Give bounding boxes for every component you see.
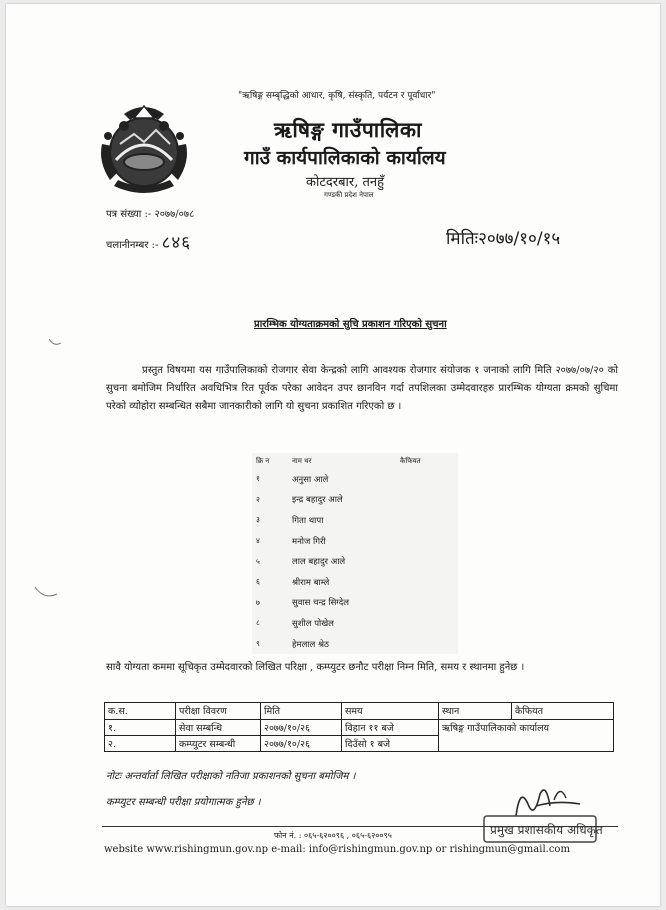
stamp-text: प्रमुख प्रशासकीय अधिकृत [490,823,603,837]
candidate-serial: २ [256,494,260,504]
header-remark: कैफियत [400,456,421,465]
letter-number [106,206,194,220]
footer-phone: फोन नं. : ०६५-६२००९६ , ०६५-६२००९५ [274,831,392,840]
exam-schedule-table [104,702,614,752]
exam-intro: सावै योग्यता कममा सूचिकृत उम्मेदवारको लिखित परिक्षा , कम्प्युटर छनौट परीक्षा निम्न मिति, समय र स्थानमा हुनेछ । [106,662,525,673]
exam-time: दिउँसो १ बजे [342,736,439,752]
exam-serial: २. [105,736,176,752]
candidate-row [252,551,458,572]
candidate-serial: ७ [256,597,260,607]
header-exam-venue: स्थान [439,703,512,720]
candidate-remark [396,593,458,614]
candidate-name: हेमलाल श्रेठ [292,639,329,650]
note-interview: नोटः अन्तर्वार्ता लिखित परीक्षाको नतिजा प्रकाशनको सुचना बमोजिम । [106,771,356,782]
header-exam-detail: परीक्षा विवरण [176,703,261,720]
letter-date: मितिः२०७७/१०/१५ [446,229,561,249]
exam-venue: ऋषिङ्ग गाउँपालिकाको कार्यालय [439,720,614,752]
candidate-list-table [252,453,458,654]
candidate-remark [396,613,458,634]
candidate-name: अनुसा आले [292,474,329,485]
candidate-name: गिता थापा [292,515,324,526]
candidate-name: सुशील पोखेल [292,618,334,629]
candidate-remark [396,531,458,552]
candidate-row [252,510,458,531]
exam-detail: कम्प्युटर सम्बन्धी [176,736,261,752]
candidate-row [252,613,458,634]
candidate-serial: ४ [256,536,260,546]
header-exam-date: मिति [261,703,342,720]
header-serial: क्रि न [256,456,270,465]
candidate-name: मनोज गिरी [292,536,326,547]
candidate-serial: ६ [256,577,260,587]
candidate-remark [396,490,458,511]
footer-rule [102,826,618,827]
office-name: गाउँ कार्यपालिकाको कार्यालय [244,147,446,169]
candidate-row [252,490,458,511]
exam-date: २०७७/१०/२६ [261,736,342,752]
exam-time: विहान ११ बजे [342,720,439,736]
dispatch-number [106,230,191,253]
candidate-name: श्रीराम बाम्ले [292,577,330,588]
exam-serial: १. [105,720,176,736]
letter-number-label: पत्र संख्या :- [106,209,152,220]
footer-contact: website www.rishingmun.gov.np e-mail: info@rishingmun.gov.np or rishingmun@gmail.com [104,844,570,855]
candidate-serial: ८ [256,618,260,628]
province-name: गण्डकी प्रदेश नेपाल [324,191,374,199]
candidate-remark [396,634,458,655]
candidate-remark [396,572,458,593]
notice-subject: प्रारम्भिक योग्यताक्रमको सुचि प्रकाशन गरिएको सुचना [254,319,447,330]
motto: "ऋषिङ्ग सम्बृद्धिको आधार, कृषि, संस्कृति, पर्यटन र पूर्वाधार" [238,91,436,101]
candidate-row [252,572,458,593]
candidate-row [252,531,458,552]
candidate-serial: ९ [256,639,260,649]
exam-date: २०७७/१०/२६ [261,720,342,736]
candidate-remark [396,551,458,572]
office-address: कोटदरबार, तनहुँ [306,175,385,190]
header-name: नाम थर [292,456,312,465]
nepal-emblem-icon [94,100,194,198]
candidate-table-header [252,453,458,469]
letter-number-value: २०७७/०७८ [154,209,195,220]
dispatch-number-label: चलानीनम्बर :- [106,240,159,251]
candidate-remark [396,510,458,531]
candidate-row [252,634,458,655]
notice-body: प्रस्तुत विषयमा यस गाउँपालिकाको रोजगार सेवा केन्द्रको लागि आवश्यक रोजगार संयोजक १ जनाको लागि मिति २०७७/०७/२० को सुचना बमोजिम निर्धारित अवधिभित्र रित पूर्वक परेका आवेदन उपर छानविन गर्दा तपशिलका उम्मेदवारहरु प्रारम्भिक योग्यता क्रमको सुचिमा परेको व्योहोरा सम्बन्धित सबैमा जानकारीको लागि यो सुचना प्रकाशित गरिएको छ । [106,365,618,412]
exam-table-header [105,703,614,720]
official-stamp-signature [476,776,606,848]
margin-mark [34,584,58,600]
candidate-name: सुवास चन्द्र सिग्देल [292,598,349,609]
candidate-serial: ३ [256,515,260,525]
municipality-name: ऋषिङ्ग गाउँपालिका [274,117,422,142]
header-exam-serial: क.स. [105,703,176,720]
candidate-row [252,593,458,614]
header-exam-remark: कैफियत [512,703,614,720]
margin-mark [48,337,62,347]
dispatch-number-value: ८४६ [161,233,192,253]
exam-row [105,720,614,736]
header-exam-time: समय [342,703,439,720]
candidate-serial: १ [256,474,260,484]
candidate-serial: ५ [256,556,260,566]
candidate-row [252,469,458,490]
note-computer-exam: कम्प्युटर सम्बन्धी परीक्षा प्रयोगात्मक हुनेछ । [106,797,261,808]
candidate-name: इन्द्र बहादुर आले [292,495,343,506]
candidate-remark [396,469,458,490]
exam-detail: सेवा सम्बन्धि [176,720,261,736]
letter-page [6,4,660,906]
candidate-name: लाल बहादुर आले [292,557,346,568]
